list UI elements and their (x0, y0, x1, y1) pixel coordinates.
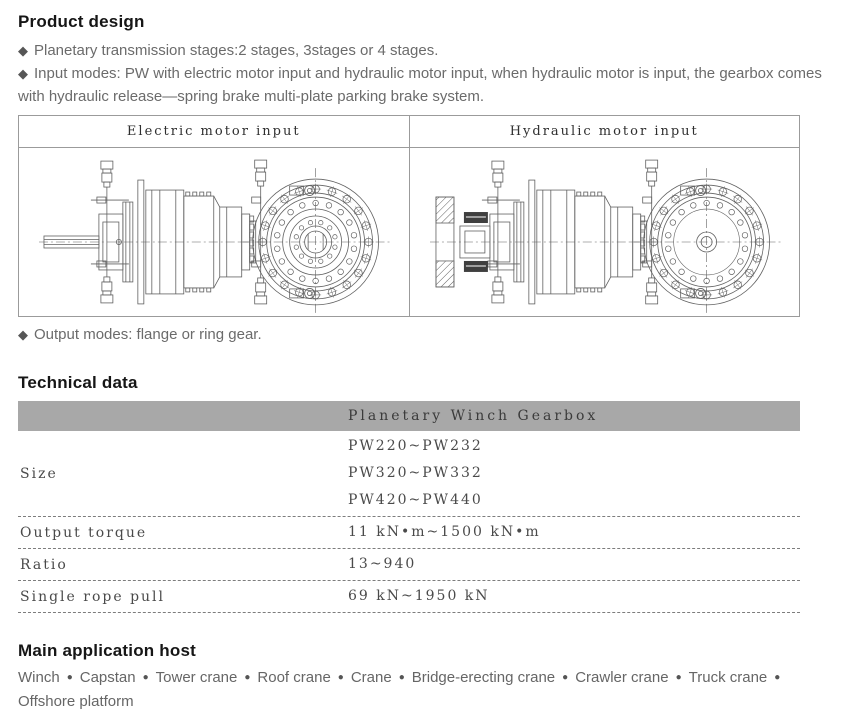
row-label: Ratio (20, 556, 68, 573)
table-row (18, 431, 800, 517)
electric-motor-column (19, 116, 409, 316)
row-value-line: PW420~PW440 (348, 492, 483, 508)
table-row (18, 517, 800, 549)
application-item: Capstan (79, 669, 136, 686)
diamond-bullet-icon: ◆ (18, 66, 28, 81)
hydraulic-motor-column (409, 116, 800, 316)
application-item: Offshore platform (18, 693, 134, 710)
bullet-text: Output modes: flange or ring gear. (34, 326, 262, 343)
dot-separator-icon: ● (398, 672, 405, 683)
dot-separator-icon: ● (774, 672, 781, 683)
row-value-line: 11 kN•m~1500 kN•m (348, 524, 541, 540)
bullet-input-modes (18, 62, 824, 108)
bullet-planetary-stages (18, 39, 824, 62)
product-design-title: Product design (18, 12, 145, 31)
application-item: Truck crane (688, 669, 768, 686)
bullet-output-modes (18, 323, 824, 346)
row-value-line: PW220~PW232 (348, 438, 483, 454)
application-item: Roof crane (257, 669, 331, 686)
technical-table-rows (18, 431, 800, 613)
bullet-text: Input modes: PW with electric motor input and hydraulic motor input, when hydraulic motor is input, the gearbox comes with hydraulic release—spring brake multi-plate parking brake system. (18, 65, 822, 105)
technical-data-table (18, 401, 800, 613)
electric-motor-drawing-area (19, 148, 409, 316)
row-value-line: 69 kN~1950 kN (348, 588, 490, 604)
dot-separator-icon: ● (244, 672, 251, 683)
row-values (348, 431, 800, 516)
dot-separator-icon: ● (66, 672, 73, 683)
diamond-bullet-icon: ◆ (18, 43, 28, 58)
application-item: Crawler crane (575, 669, 669, 686)
row-label: Size (20, 465, 58, 482)
dot-separator-icon: ● (337, 672, 344, 683)
application-item: Crane (350, 669, 392, 686)
electric-gearbox-drawing (19, 148, 409, 316)
table-row (18, 581, 800, 613)
table-header: Planetary Winch Gearbox (18, 401, 800, 431)
dot-separator-icon: ● (562, 672, 569, 683)
row-values (348, 549, 800, 580)
hydraulic-motor-caption: Hydraulic motor input (410, 116, 800, 148)
row-values (348, 517, 800, 548)
row-label: Single rope pull (20, 588, 166, 605)
dot-separator-icon: ● (675, 672, 682, 683)
application-list (18, 666, 818, 714)
row-value-line: 13~940 (348, 556, 417, 572)
dot-separator-icon: ● (142, 672, 149, 683)
motor-input-figure (18, 115, 800, 317)
application-item: Tower crane (155, 669, 238, 686)
application-item: Winch (18, 669, 60, 686)
main-application-title: Main application host (18, 641, 196, 660)
hydraulic-motor-drawing-area (410, 148, 800, 316)
row-label: Output torque (20, 524, 148, 541)
electric-motor-caption: Electric motor input (19, 116, 409, 148)
hydraulic-gearbox-drawing (410, 148, 800, 316)
diamond-bullet-icon: ◆ (18, 327, 28, 342)
technical-data-title: Technical data (18, 373, 138, 392)
bullet-text: Planetary transmission stages:2 stages, 3stages or 4 stages. (34, 42, 439, 59)
row-values (348, 581, 800, 612)
row-value-line: PW320~PW332 (348, 465, 483, 481)
application-item: Bridge-erecting crane (411, 669, 556, 686)
table-row (18, 549, 800, 581)
